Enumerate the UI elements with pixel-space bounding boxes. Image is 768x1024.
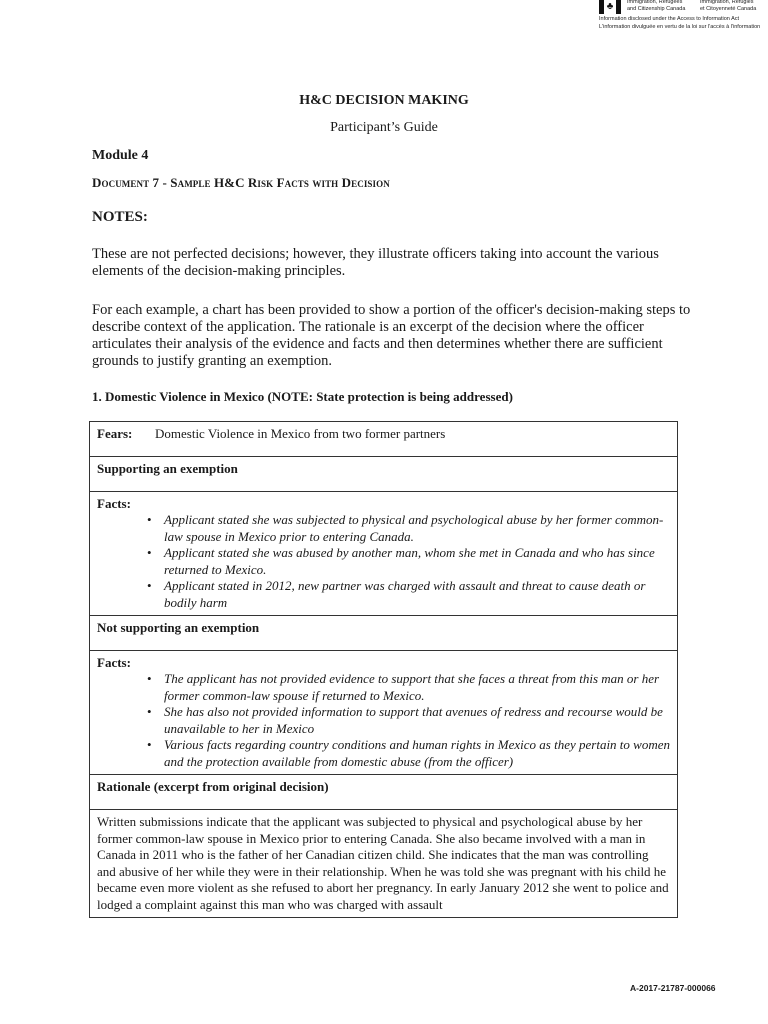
dept-name-fr: Immigration, Réfugiés et Citoyenneté Canada	[700, 0, 757, 12]
module-label: Module 4	[92, 148, 149, 163]
dept-name-en: Immigration, Refugees and Citizenship Canada	[627, 0, 686, 12]
not-supporting-facts-list	[97, 671, 670, 770]
facts-label: Facts:	[97, 496, 131, 511]
decision-table	[89, 421, 678, 918]
supporting-facts-list	[97, 512, 670, 611]
table-row	[90, 492, 678, 616]
supporting-heading: Supporting an exemption	[90, 457, 678, 492]
list-item: • Applicant stated in 2012, new partner was charged with assault and threat to cause death or bodily harm	[147, 578, 646, 610]
bullet-icon: •	[147, 671, 152, 686]
canada-flag-icon: ♣	[599, 0, 621, 14]
bullet-icon: •	[147, 704, 152, 719]
fears-value: Domestic Violence in Mexico from two former partners	[155, 426, 446, 441]
gov-stamp	[597, 0, 768, 34]
not-supporting-heading: Not supporting an exemption	[90, 616, 678, 651]
disclosure-notice-fr: L'information divulguée en vertu de la loi sur l'accès à l'information	[599, 24, 761, 30]
notes-heading: NOTES:	[92, 209, 148, 225]
fears-cell	[90, 422, 678, 457]
table-row	[90, 616, 678, 651]
notes-paragraph-1: These are not perfected decisions; however, they illustrate officers taking into account the various elements of the decision-making principles.	[92, 246, 659, 279]
not-supporting-facts-cell	[90, 651, 678, 775]
bullet-icon: •	[147, 512, 152, 527]
section-heading: 1. Domestic Violence in Mexico (NOTE: State protection is being addressed)	[92, 389, 513, 404]
notes-paragraph-2: For each example, a chart has been provided to show a portion of the officer's decision-making steps to describe context of the application. The rationale is an excerpt of the decision where the officer articulates their analysis of the evidence and facts and then determines whether there are sufficient grounds to justify granting an exemption.	[92, 302, 691, 369]
list-item: • Applicant stated she was subjected to physical and psychological abuse by her former common-law spouse in Mexico prior to entering Canada.	[147, 512, 664, 544]
disclosure-notice-en: Information disclosed under the Access to Information Act	[599, 16, 740, 22]
facts-label: Facts:	[97, 655, 131, 670]
page-subtitle: Participant’s Guide	[330, 120, 438, 135]
rationale-heading: Rationale (excerpt from original decision)	[90, 775, 678, 810]
rationale-text: Written submissions indicate that the applicant was subjected to physical and psychological abuse by her former common-law spouse in Mexico prior to entering Canada. She also became involved with a man in Canada in 2011 who is the father of her Canadian citizen child. She indicates that the man was controlling and abusive of her while they were in their relationship. When he was told she was pregnant with his child he became even more violent as she refused to abort her pregnancy. In early January 2012 she went to police and lodged a complaint against this man who was charged with assault	[90, 810, 678, 918]
document-title: Document 7 - Sample H&C Risk Facts with Decision	[92, 175, 390, 190]
table-row	[90, 457, 678, 492]
table-row	[90, 651, 678, 775]
page-title: H&C DECISION MAKING	[299, 93, 469, 108]
list-item: • She has also not provided information to support that avenues of redress and recourse would be unavailable to her in Mexico	[147, 704, 663, 736]
bullet-icon: •	[147, 578, 152, 593]
document-number: A-2017-21787-000066	[630, 983, 716, 993]
list-item: • The applicant has not provided evidence to support that she faces a threat from this man or her former common-law spouse if returned to Mexico.	[147, 671, 660, 703]
list-item: • Applicant stated she was abused by another man, whom she met in Canada and who has since returned to Mexico.	[147, 545, 655, 577]
bullet-icon: •	[147, 545, 152, 560]
table-row	[90, 422, 678, 457]
supporting-facts-cell	[90, 492, 678, 616]
list-item: • Various facts regarding country conditions and human rights in Mexico as they pertain to women and the protection available from domestic abuse (from the officer)	[147, 737, 670, 769]
table-row	[90, 810, 678, 918]
bullet-icon: •	[147, 737, 152, 752]
fears-label: Fears:	[97, 426, 133, 441]
table-row	[90, 775, 678, 810]
